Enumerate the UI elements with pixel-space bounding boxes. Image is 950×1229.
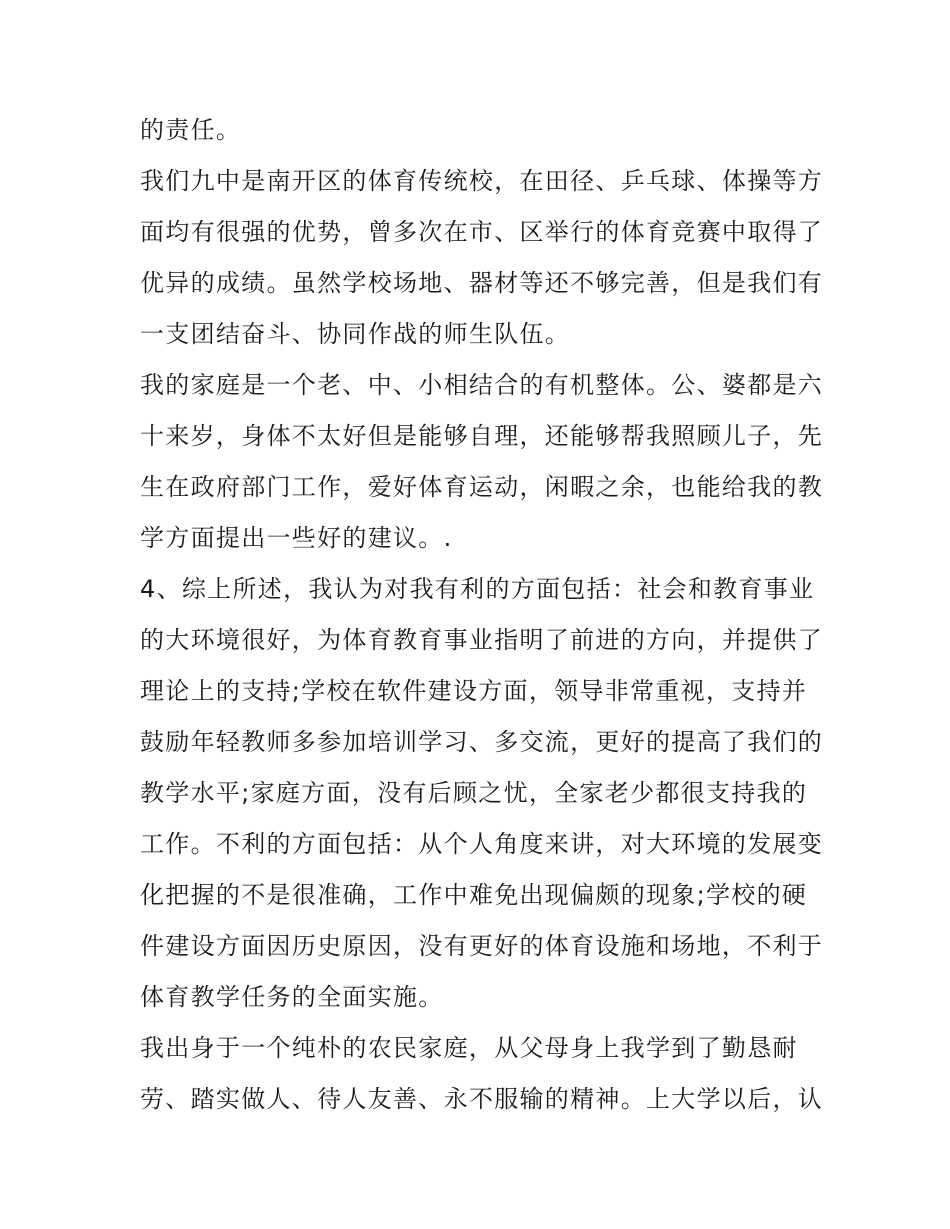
text-line: 工作。不利的方面包括：从个人角度来讲，对大环境的发展变: [140, 830, 824, 858]
text-line: 我的家庭是一个老、中、小相结合的有机整体。公、婆都是六: [140, 371, 824, 399]
text-line: 鼓励年轻教师多参加培训学习、多交流，更好的提高了我们的: [140, 728, 824, 756]
paragraph-family: [140, 360, 824, 564]
text-line: 我出身于一个纯朴的农民家庭，从父母身上我学到了勤恳耐: [140, 1034, 798, 1062]
text-line: 劳、踏实做人、待人友善、永不服输的精神。上大学以后，认: [140, 1085, 824, 1113]
text-line: 理论上的支持;学校在软件建设方面，领导非常重视，支持并: [140, 677, 808, 705]
text-line: 件建设方面因历史原因，没有更好的体育设施和场地，不利于: [140, 932, 824, 960]
text-line: 优异的成绩。虽然学校场地、器材等还不够完善，但是我们有: [140, 269, 824, 297]
paragraph-summary: [140, 564, 824, 1023]
text-line: 一支团结奋斗、协同作战的师生队伍。: [140, 320, 571, 348]
text-line: 我们九中是南开区的体育传统校，在田径、乒乓球、体操等方: [140, 167, 824, 195]
text-line: 十来岁，身体不太好但是能够自理，还能够帮我照顾儿子，先: [140, 422, 824, 450]
paragraph-responsibility-end: [140, 105, 815, 156]
paragraph-school-tradition: [140, 156, 824, 360]
text-line: 学方面提出一些好的建议。.: [140, 524, 453, 552]
paragraph-background: [140, 1023, 824, 1125]
text-line: 教学水平;家庭方面，没有后顾之忧，全家老少都很支持我的: [140, 779, 808, 807]
text-line: 化把握的不是很准确，工作中难免出现偏颇的现象;学校的硬: [140, 881, 808, 909]
text-line: 4、综上所述，我认为对我有利的方面包括：社会和教育事业: [140, 575, 815, 603]
text-line: 的大环境很好，为体育教育事业指明了前进的方向，并提供了: [140, 626, 824, 654]
text-line: 生在政府部门工作，爱好体育运动，闲暇之余，也能给我的教: [140, 473, 824, 501]
text-line: 面均有很强的优势，曾多次在市、区举行的体育竞赛中取得了: [140, 218, 824, 246]
document-body: [140, 105, 824, 1125]
text-line: 的责任。: [140, 116, 242, 144]
text-line: 体育教学任务的全面实施。: [140, 983, 444, 1011]
